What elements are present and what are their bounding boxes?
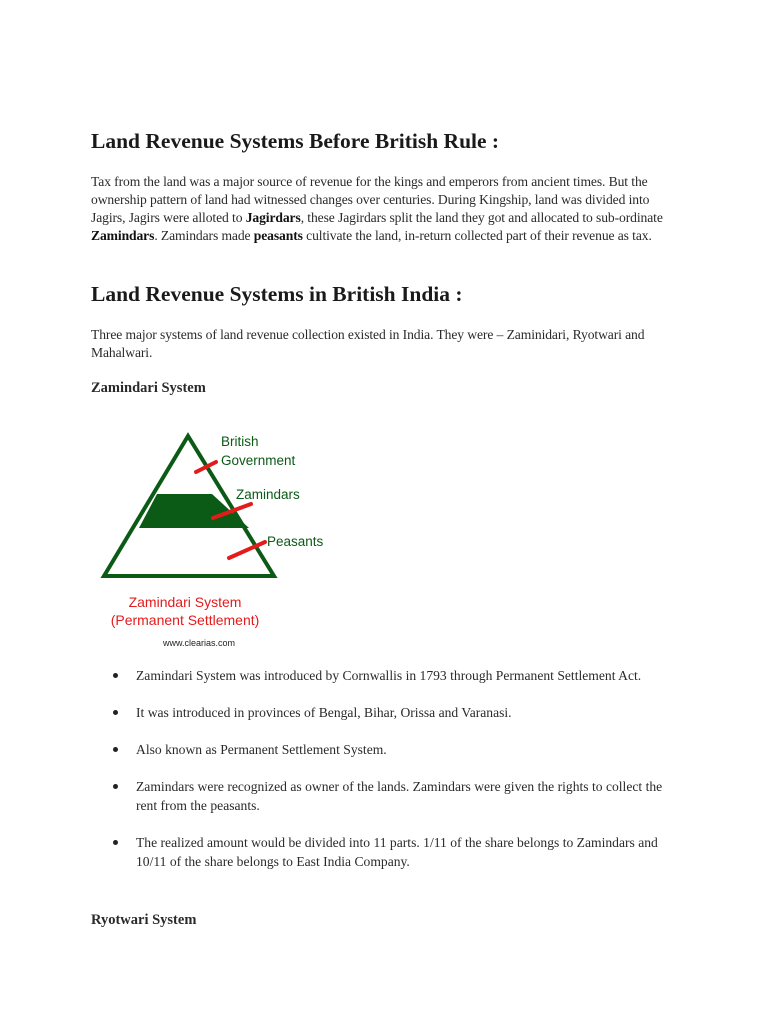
bullet-item <box>91 666 676 685</box>
label-government: Government <box>221 453 296 468</box>
bullet-dot <box>113 840 118 845</box>
three-systems-paragraph: Three major systems of land revenue collection existed in India. They were – Zaminidari, Ryotwari and Mahalwari. <box>91 327 645 360</box>
label-zamindars: Zamindars <box>236 487 300 502</box>
zamindari-pyramid-diagram <box>91 420 351 660</box>
intro-text-run: cultivate the land, in-return collected part of their revenue as tax. <box>302 228 652 243</box>
bullet-text: Zamindari System was introduced by Cornwallis in 1793 through Permanent Settlement Act. <box>136 668 642 683</box>
bullet-item <box>91 833 676 871</box>
bullet-dot <box>113 784 118 789</box>
intro-paragraph <box>91 173 681 245</box>
bullet-text: The realized amount would be divided into 11 parts. 1/11 of the share belongs to Zamindars and 10/11 of the share belongs to East India Company. <box>136 835 658 869</box>
bullet-dot <box>113 710 118 715</box>
intro-text-run: , these Jagirdars split the land they got and allocated to sub-ordinate <box>300 210 663 225</box>
intro-text-run: . Zamindars made <box>154 228 254 243</box>
zamindari-bullet-list <box>91 666 691 889</box>
bold-term: Zamindars <box>91 228 155 243</box>
bold-term: Jagirdars <box>245 210 301 225</box>
caption-line-1: Zamindari System <box>128 594 242 610</box>
bullet-text: Also known as Permanent Settlement System. <box>136 742 387 757</box>
bullet-text: Zamindars were recognized as owner of the lands. Zamindars were given the rights to collect the rent from the peasants. <box>136 779 663 813</box>
zamindari-system-heading: Zamindari System <box>91 380 206 396</box>
bullet-dot <box>113 747 118 752</box>
bullet-item <box>91 703 676 722</box>
label-peasants: Peasants <box>267 534 324 549</box>
heading-before-british-rule: Land Revenue Systems Before British Rule : <box>91 129 500 153</box>
figure-source: www.clearias.com <box>162 638 236 648</box>
bullet-dot <box>113 673 118 678</box>
intro-text-run: Tax from the land was a major source of revenue for the kings and emperors from ancient times. But the ownership pattern of land had witnessed changes over centuries. During Kingship, land was divided into Jagirs, Jagirs were alloted to <box>91 174 650 225</box>
bullet-text: It was introduced in provinces of Bengal, Bihar, Orissa and Varanasi. <box>136 705 512 720</box>
caption-line-2: (Permanent Settlement) <box>110 612 260 628</box>
pyramid-svg <box>91 420 351 660</box>
heading-british-india: Land Revenue Systems in British India : <box>91 282 463 306</box>
label-british: British <box>221 434 259 449</box>
ryotwari-system-heading: Ryotwari System <box>91 912 197 928</box>
bold-term: peasants <box>253 228 303 243</box>
bullet-item <box>91 740 676 759</box>
bullet-item <box>91 777 676 815</box>
